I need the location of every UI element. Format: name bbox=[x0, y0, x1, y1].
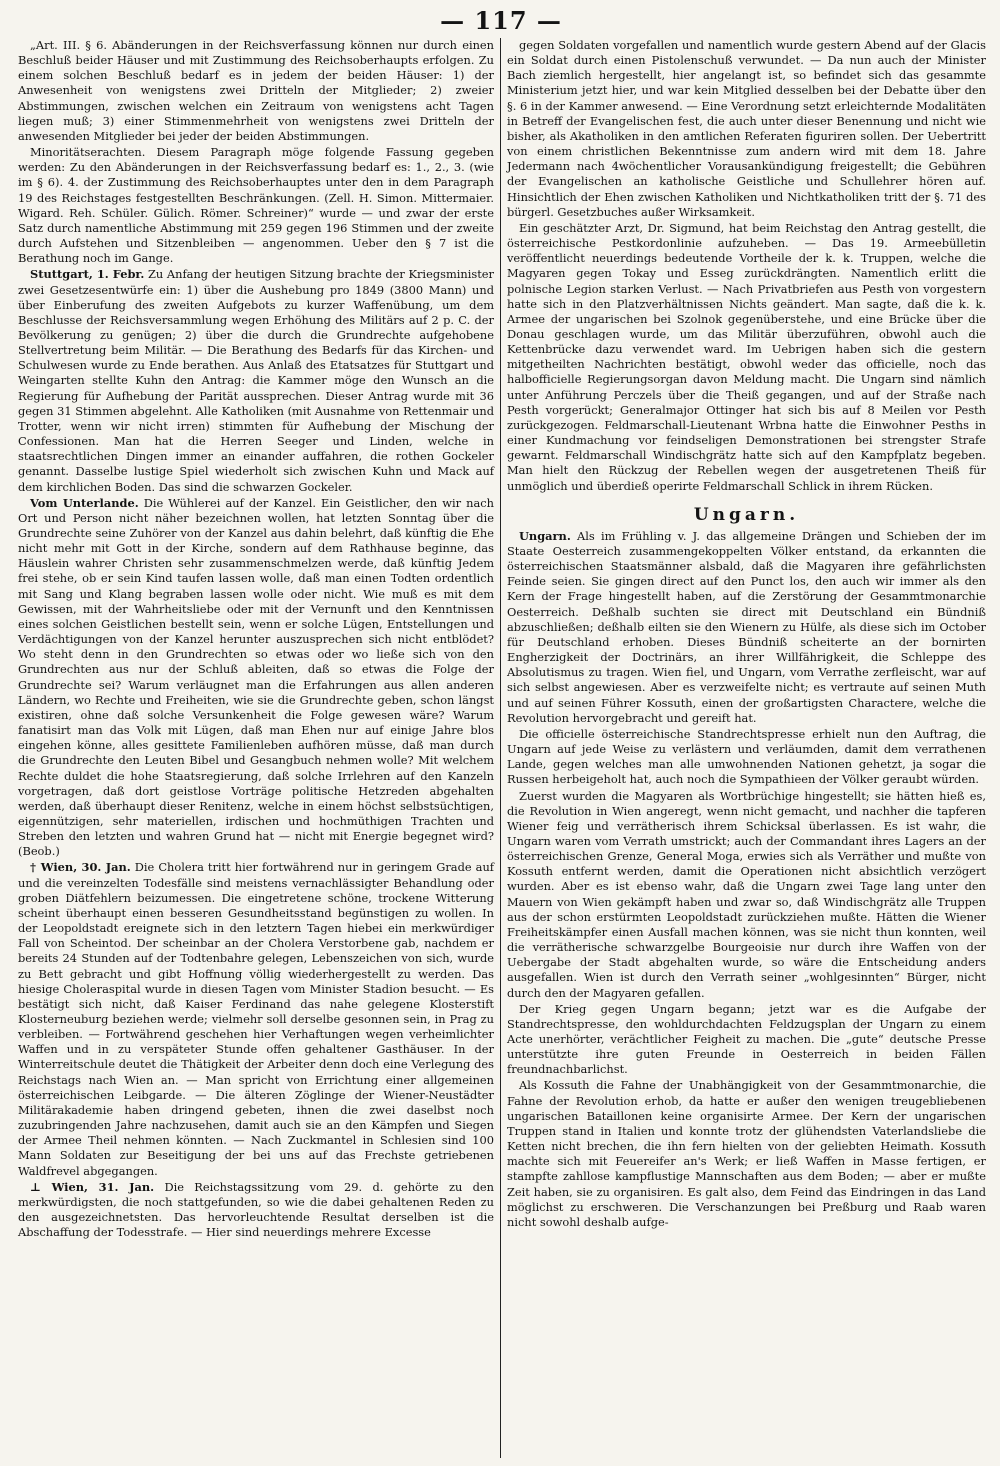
dateline: † Wien, 30. Jan. bbox=[30, 860, 131, 875]
dateline: Vom Unterlande. bbox=[30, 495, 139, 510]
paragraph: Die officielle österreichische Standrechtspresse erhielt nun den Auftrag, die Ungarn auf jede Weise zu verlästern und verläumden, damit dem verrathenen Lande, gegen welches man alle umwohnenden Nationen gehetzt, ja sogar die Russen herbeigeholt hat, auch noch die Sympathieen der Völker geraubt würden. bbox=[507, 726, 986, 787]
paragraph: Der Krieg gegen Ungarn begann; jetzt war es die Aufgabe der Standrechtspresse, den wohldurchdachten Feldzugsplan der Ungarn zu einem Acte unerhörter, verächtlicher Feigheit zu machen. Die „gute“ deutsche Presse unterstützte ihre guten Freunde in Oesterreich in beiden Fällen freundnachbarlichst. bbox=[507, 1001, 986, 1077]
paragraph: Als Kossuth die Fahne der Unabhängigkeit von der Gesammtmonarchie, die Fahne der Revolution erhob, da hatte er außer den wenigen treugebliebenen ungarischen Bataillonen keine organisirte Armee. Der Kern der ungarischen Truppen stand in Italien und konnte trotz der glühendsten Vaterlandsliebe die Ketten nicht brechen, die ihn fern hielten von der geliebten Heimath. Kossuth machte sich mit Feuereifer an's Werk; er ließ Waffen in Masse fertigen, er stampfte zahllose kampflustige Mannschaften aus dem Boden; — aber er mußte Zeit haben, sie zu organisiren. Es galt also, dem Feind das Eindringen in das Land möglichst zu erschweren. Die Verschanzungen bei Preßburg und Raab waren nicht sowohl deshalb aufge- bbox=[507, 1078, 986, 1229]
paragraph: Vom Unterlande. Die Wühlerei auf der Kanzel. Ein Geistlicher, den wir nach Ort und Person nicht näher bezeichnen wollen, hat letzten Sonntag über die Grundrechte seine Zuhörer von der Kanzel aus dahin belehrt, daß künftig die Ehe nicht mehr mit Gott in der Kirche, sondern auf dem Rathhause beginne, das Häuslein wahrer Christen sehr zusammenschmelzen werde, daß künftig Jedem frei stehe, ob er sein Kind taufen lassen wolle, daß man einen Todten ordentlich mit Sang und Klang begraben lassen wolle oder nicht. Wie muß es mit dem Gewissen, mit der Wahrheitsliebe oder mit der Vernunft und den Kenntnissen eines solchen Geistlichen bestellt sein, wenn er solche Lügen, Entstellungen und Verdächtigungen von der Kanzel herunter auszusprechen sich nicht entblödet? Wo steht denn in den Grundrechten so etwas oder wo ließe sich von den Grundrechten aus nur der Schluß ableiten, daß so etwas die Folge der Grundrechte sei? Warum verläugnet man die Erfahrungen aus allen anderen Ländern, wo Rechte und Freiheiten, wie sie die Grundrechte geben, schon längst existiren, ohne daß solche Versunkenheit die Folge gewesen wäre? Warum fanatisirt man das Volk mit Lügen, daß man Ehen nur auf einige Jahre blos eingehen könne, alles gesittete Familienleben aufhören müsse, daß man durch die Grundrechte den Leuten Bibel und Gesangbuch nehmen wolle? Mit welchem Rechte duldet die hohe Staatsregierung, daß solche Irrlehren auf den Kanzeln vorgetragen, daß dort geistlose Vorträge politische Hetzreden abgehalten werden, daß überhaupt dieser Renitenz, welche in einem höchst selbstsüchtigen, eigennützigen, sehr materiellen, irdischen und hochmüthigen Trachten und Streben den letzten und wahren Grund hat — nicht mit Energie begegnet wird? (Beob.) bbox=[18, 495, 494, 859]
section-title: Ungarn. bbox=[693, 504, 800, 525]
paragraph: Ungarn. Als im Frühling v. J. das allgemeine Drängen und Schieben der im Staate Oesterreich zusammengekoppelten Völker entstand, da erkannten die österreichischen Staatsmänner alsbald, daß die Magyaren ihre gefährlichsten Feinde seien. Sie gingen direct auf den Punct los, den auch wir immer als den Kern der Frage hingestellt haben, auf die Zerstörung der Gesammtmonarchie Oesterreich. Deßhalb suchten sie direct mit Deutschland ein Bündniß abzuschließen; deßhalb eilten sie den Wienern zu Hülfe, als diese sich im October für Deutschland erhoben. Dieses Bündniß scheiterte an der bornirten Engherzigkeit der Doctrinärs, an ihrer Willfährigkeit, die Schleppe des Absolutismus zu tragen. Wien fiel, und Ungarn, vom Verrathe zerfleischt, war auf sich selbst angewiesen. Aber es verzweifelte nicht; es vertraute auf seinen Muth und auf seinen Führer Kossuth, einen der großartigsten Charactere, welche die Revolution hervorgebracht und gereift hat. bbox=[507, 528, 986, 725]
paragraph: Minoritätserachten. Diesem Paragraph möge folgende Fassung gegeben werden: Zu den Abänderungen in der Reichsverfassung bedarf es: 1., 2., 3. (wie im § 6). 4. der Zustimmung des Reichsoberhauptes unter den in dem Paragraph 19 des Reichstages festgestellten Beschränkungen. (Zell. H. Simon. Mittermaier. Wigard. Reh. Schüler. Gülich. Römer. Schreiner)“ wurde — und zwar der erste Satz durch namentliche Abstimmung mit 259 gegen 196 Stimmen und der zweite durch Aufstehen und Sitzenbleiben — angenommen. Ueber den § 7 ist die Berathung noch im Gange. bbox=[18, 145, 494, 266]
left-column bbox=[16, 38, 501, 1458]
paragraph: gegen Soldaten vorgefallen und namentlich wurde gestern Abend auf der Glacis ein Soldat durch einen Pistolenschuß verwundet. — Da nun auch der Minister Bach ziemlich hergestellt, hier angelangt ist, so befindet sich das gesammte Ministerium jetzt hier, und war kein Mitglied desselben bei der Debatte über den §. 6 in der Kammer anwesend. — Eine Verordnung setzt erleichternde Modalitäten in Betreff der Evangelischen fest, die auch unter dieser Benennung und nicht wie bisher, als Akatholiken in den amtlichen Referaten figuriren sollen. Der Uebertritt von einem christlichen Bekenntnisse zum andern wird mit dem 18. Jahre Jedermann nach 4wöchentlicher Vorausankündigung freigestellt; die Gebühren der Evangelischen an katholische Geistliche und Schullehrer hören auf. Hinsichtlich der Ehen zwischen Katholiken und Nichtkatholiken tritt der §. 71 des bürgerl. Gesetzbuches außer Wirksamkeit. bbox=[507, 38, 986, 219]
paragraph: Zuerst wurden die Magyaren als Wortbrüchige hingestellt; sie hätten hieß es, die Revolution in Wien angeregt, wenn nicht gemacht, und nachher die tapferen Wiener feig und verrätherisch ihrem Schicksal überlassen. Es ist wahr, die Ungarn waren vom Verrath umstrickt; auch der Commandant ihres Lagers an der österreichischen Grenze, General Moga, erwies sich als Verräther und mußte von Kossuth entfernt werden, damit die Operationen nicht absichtlich verzögert wurden. Aber es ist ebenso wahr, daß die Ungarn zwei Tage lang unter den Mauern von Wien gekämpft haben und zwar so, daß Windischgrätz alle Truppen aus der schon erstürmten Leopoldstadt zurückziehen mußte. Hätten die Wiener Freiheitskämpfer einen Ausfall machen können, was sie nicht thun konnten, weil die verrätherische schwarzgelbe Bourgeoisie nur durch ihre Waffen von der Uebergabe der Stadt abgehalten wurde, so wäre die Entscheidung anders ausgefallen. Wien ist durch den Verrath seiner „wohlgesinnten“ Bürger, nicht durch den der Magyaren gefallen. bbox=[507, 788, 986, 1000]
paragraph: † Wien, 30. Jan. Die Cholera tritt hier fortwährend nur in geringem Grade auf und die vereinzelten Todesfälle sind meistens vernachlässigter Behandlung oder groben Diätfehlern beizumessen. Die eingetretene schöne, trockene Witterung scheint überhaupt einen besseren Gesundheitsstand begünstigen zu wollen. In der Leopoldstadt ereignete sich in den letztern Tagen hiebei ein merkwürdiger Fall von Scheintod. Der scheinbar an der Cholera Verstorbene gab, nachdem er bereits 24 Stunden auf der Todtenbahre gelegen, Lebenszeichen von sich, wurde zu Bett gebracht und gibt Hoffnung völlig wiederhergestellt zu werden. Das hiesige Choleraspital wurde in diesen Tagen vom Minister Stadion besucht. — Es bestätigt sich nicht, daß Kaiser Ferdinand das nahe gelegene Klosterstift Klosterneuburg beziehen werde; vielmehr soll derselbe gesonnen sein, in Prag zu verbleiben. — Fortwährend geschehen hier Verhaftungen wegen verheimlichter Waffen und in zu verspäteter Stunde offen gehaltener Gasthäuser. In der Winterreitschule deutet die Thätigkeit der Arbeiter denn doch eine Verlegung des Reichstags nach Wien an. — Man spricht von Errichtung einer allgemeinen österreichischen Leibgarde. — Die älteren Zöglinge der Wiener-Neustädter Militärakademie haben dringend gebeten, ihnen die zwei daselbst noch zuzubringenden Jahre nachzusehen, damit auch sie an den Kämpfen und Siegen der Armee Theil nehmen könnten. — Nach Zuckmantel in Schlesien sind 100 Mann Soldaten zur Beseitigung der bei uns auf das Frechste getriebenen Waldfrevel abgegangen. bbox=[18, 860, 494, 1178]
dateline: Ungarn. bbox=[519, 528, 571, 543]
paragraph: ⊥ Wien, 31. Jan. Die Reichstagssitzung vom 29. d. gehörte zu den merkwürdigsten, die noch stattgefunden, so wie die dabei gehaltenen Reden zu den ausgezeichnetsten. Das hervorleuchtende Resultat derselben ist die Abschaffung der Todesstrafe. — Hier sind neuerdings mehrere Excesse bbox=[18, 1179, 494, 1240]
page-number: — 117 — bbox=[440, 6, 562, 35]
paragraph: Stuttgart, 1. Febr. Zu Anfang der heutigen Sitzung brachte der Kriegsminister zwei Gesetzesentwürfe ein: 1) über die Aushebung pro 1849 (3800 Mann) und über Einberufung des zweiten Aufgebots zu kurzer Waffenübung, um dem Beschlusse der Reichsversammlung wegen Erhöhung des Militärs auf 2 p. C. der Bevölkerung zu genügen; 2) über die durch die Grundrechte aufgehobene Stellvertretung beim Militär. — Die Berathung des Bedarfs für das Kirchen- und Schulwesen wurde zu Ende berathen. Aus Anlaß des Etatsatzes für Stuttgart und Weingarten stellte Kuhn den Antrag: die Kammer möge den Wunsch an die Regierung für Aufhebung der Parität aussprechen. Dieser Antrag wurde mit 36 gegen 31 Stimmen abgelehnt. Alle Katholiken (mit Ausnahme von Rettenmair und Trotter, wenn wir nicht irren) stimmten für Aufhebung der Mischung der Confessionen. Man hat die Herren Seeger und Linden, welche in staatsrechtlichen Dingen immer an einander auffahren, die rothen Gockeler genannt. Dasselbe lustige Spiel wiederholt sich zwischen Kuhn und Mack auf dem kirchlichen Boden. Das sind die schwarzen Gockeler. bbox=[18, 267, 494, 494]
dateline: Stuttgart, 1. Febr. bbox=[30, 267, 145, 282]
paragraph: Ein geschätzter Arzt, Dr. Sigmund, hat beim Reichstag den Antrag gestellt, die österreichische Pestkordonlinie aufzuheben. — Das 19. Armeebülletin veröffentlicht neuerdings bedeutende Vortheile der k. k. Truppen, welche die Magyaren gegen Tokay und Esseg zurückdrängten. Namentlich erlitt die polnische Legion starken Verlust. — Nach Privatbriefen aus Pesth von vorgestern hatte sich in den Platzverhältnissen Nichts geändert. Man sagte, daß die k. k. Armee der ungarischen bei Szolnok gegenüberstehe, und eine Brücke über die Donau geschlagen wurde, um das Militär überzuführen, obwohl auch die Kettenbrücke dazu verwendet ward. Im Uebrigen haben sich die gestern mitgetheilten Nachrichten bestätigt, obwohl weder das officielle, noch das halbofficielle Regierungsorgan davon Meldung macht. Die Ungarn sind nämlich unter Anführung Perczels über die Theiß gegangen, und auf der Straße nach Pesth vorgerückt; Generalmajor Ottinger hat sich bis auf 8 Meilen vor Pesth zurückgezogen. Feldmarschall-Lieutenant Wrbna hatte die Einwohner Pesths in einer Kundmachung vor feindseligen Demonstrationen bei strengster Strafe gewarnt. Feldmarschall Windischgrätz hatte sich auf den Kampfplatz begeben. Man hielt den Rückzug der Rebellen wegen der ausgetretenen Theiß für unmöglich und überdieß operirte Feldmarschall Schlick in ihrem Rücken. bbox=[507, 220, 986, 493]
right-column bbox=[501, 38, 986, 1458]
paragraph: „Art. III. § 6. Abänderungen in der Reichsverfassung können nur durch einen Beschluß beider Häuser und mit Zustimmung des Reichsoberhaupts erfolgen. Zu einem solchen Beschluß bedarf es in jedem der beiden Häuser: 1) der Anwesenheit von wenigstens zwei Dritteln der Mitglieder; 2) zweier Abstimmungen, zwischen welchen ein Zeitraum von wenigstens acht Tagen liegen muß; 3) einer Stimmenmehrheit von wenigstens zwei Dritteln der anwesenden Mitglieder bei jeder der beiden Abstimmungen. bbox=[18, 38, 494, 143]
text-columns bbox=[16, 38, 986, 1458]
dateline: ⊥ Wien, 31. Jan. bbox=[30, 1179, 155, 1194]
page-header bbox=[16, 6, 986, 38]
